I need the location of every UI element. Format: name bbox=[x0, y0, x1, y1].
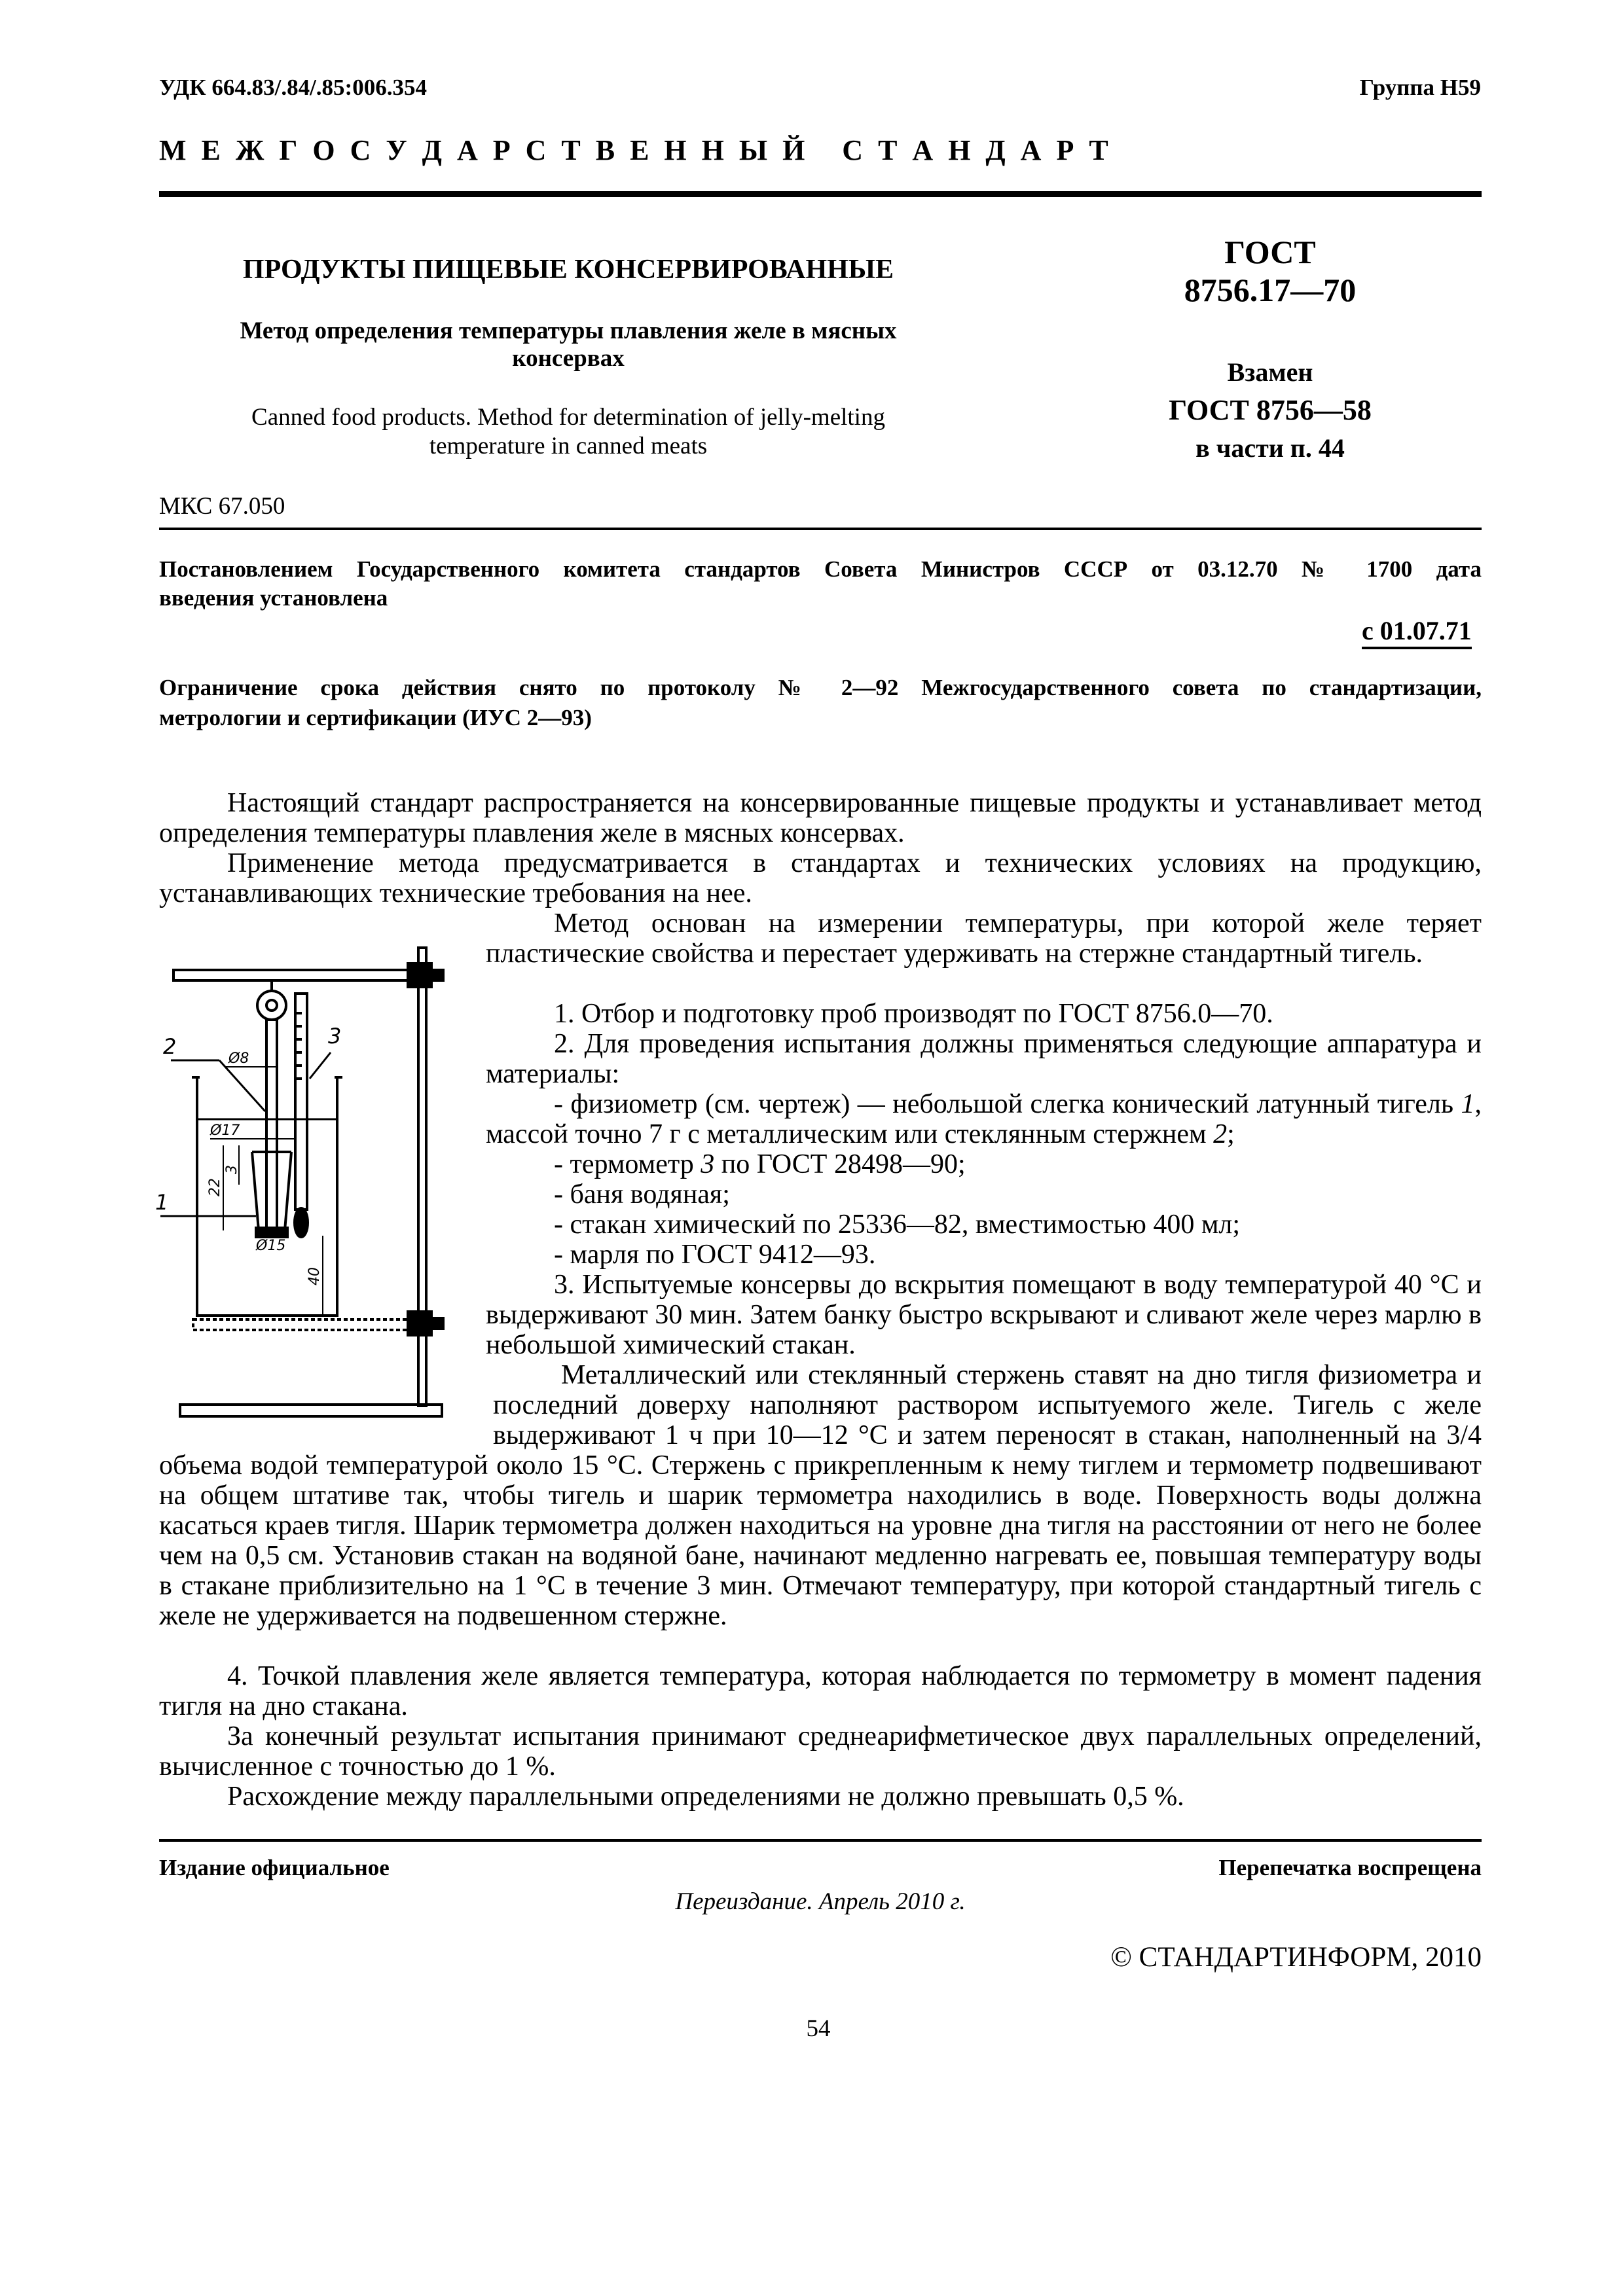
replaces-gost: ГОСТ 8756—58 bbox=[1169, 394, 1372, 426]
clause-1-text: 1. Отбор и подготовку проб производят по ГОСТ 8756.0—70. bbox=[554, 999, 1273, 1029]
item-thermometer bbox=[554, 1149, 966, 1179]
clause-1 bbox=[486, 999, 1482, 1029]
gost-number: 8756.17—70 bbox=[1184, 272, 1357, 308]
stand-pole bbox=[418, 948, 426, 1406]
reissue-note: Переиздание. Апрель 2010 г. bbox=[675, 1888, 966, 1915]
physiometer-drawing bbox=[147, 915, 488, 1422]
paragraph-method bbox=[486, 908, 1482, 969]
english-title-line-2: temperature in canned meats bbox=[429, 433, 708, 459]
stand-base bbox=[180, 1405, 442, 1416]
english-title-line-1: Canned food products. Method for determination of jelly-melting bbox=[251, 404, 885, 431]
document-subtitle bbox=[159, 317, 977, 372]
replaces-label: Взамен bbox=[1227, 357, 1313, 387]
dimension-40: 40 bbox=[306, 1267, 323, 1285]
clause-4 bbox=[159, 1661, 1482, 1721]
dimension-22: 22 bbox=[207, 1178, 223, 1196]
header-rule bbox=[159, 191, 1482, 197]
standard-type-heading: М Е Ж Г О С У Д А Р С Т В Е Н Н Ы Й С Т А Н Д А Р Т bbox=[159, 134, 1112, 166]
bath-platform bbox=[193, 1319, 422, 1330]
item-physiometer-text-a: - физиометр (см. чертеж) — небольшой слегка конический латунный тигель bbox=[554, 1089, 1461, 1119]
item-beaker: - стакан химический по 25336—82, вместимостью 400 мл; bbox=[554, 1210, 1241, 1240]
clause-3 bbox=[486, 1270, 1482, 1360]
item-physiometer-text-c: ; bbox=[1227, 1119, 1235, 1149]
lower-clamp bbox=[408, 1312, 431, 1335]
copyright: © СТАНДАРТИНФОРМ, 2010 bbox=[1110, 1942, 1482, 1973]
official-edition: Издание официальное bbox=[159, 1855, 390, 1880]
item-physiometer-ref-1: 1 bbox=[1461, 1089, 1475, 1119]
group-code: Группа Н59 bbox=[1359, 75, 1481, 100]
label-2: 2 bbox=[163, 1034, 177, 1059]
item-thermometer-text-a: - термометр bbox=[554, 1149, 701, 1179]
udk-code: УДК 664.83/.84/.85:006.354 bbox=[159, 75, 427, 100]
replaces-part: в части п. 44 bbox=[1195, 433, 1345, 463]
paragraph-scope-text: Настоящий стандарт распространяется на консервированные пищевые продукты и устанавливает метод определения температуры плавления желе в мясных консервах. bbox=[159, 788, 1482, 848]
paragraph-tolerance-text: Расхождение между параллельными определениями не должно превышать 0,5 %. bbox=[227, 1782, 1184, 1812]
gost-designation bbox=[1074, 233, 1467, 309]
introduction-date: с 01.07.71 bbox=[1362, 615, 1472, 649]
paragraph-procedure-text: Металлический или стеклянный стержень ставят на дно тигля физиометра и последний доверху наполняют раствором испытуемого желе. Тигель с желе выдерживают 1 ч при 10—12 °С и затем переносят в стакан, наполненный на 3/4 объема водой температурой около 15 °С. Стержень с прикрепленным к нему тиглем и термометр подвешивают на общем штативе так, чтобы тигель и шарик термометра находились в воде. Поверхность воды должна касаться краев тигля. Шарик термометра должен находиться на уровне дна тигля на расстоянии от него не более чем на 0,5 см. Установив стакан на водяной бане, начинают медленно нагревать ее, повышая температуру воды в стакане приблизительно на 1 °С в течение 3 мин. Отмечают температуру, при которой стандартный тигель с желе не удерживается на подвешенном стержне. bbox=[159, 1360, 1482, 1631]
reprint-prohibited: Перепечатка воспрещена bbox=[1218, 1855, 1482, 1880]
clause-2-text: 2. Для проведения испытания должны применяться следующие аппаратура и материалы: bbox=[486, 1029, 1482, 1089]
item-gauze: - марля по ГОСТ 9412—93. bbox=[554, 1240, 876, 1270]
page-number: 54 bbox=[806, 2015, 831, 2042]
item-thermometer-text-b: по ГОСТ 28498—90; bbox=[714, 1149, 966, 1179]
glass-rod bbox=[266, 1020, 277, 1236]
crucible-bottom bbox=[256, 1228, 287, 1237]
lower-clamp-screw bbox=[431, 1318, 443, 1329]
item-physiometer-ref-2: 2 bbox=[1213, 1119, 1228, 1149]
paragraph-application-text: Применение метода предусматривается в стандартах и технических условиях на продукцию, устанавливающих технические требования на нее. bbox=[159, 848, 1482, 908]
replaces-block bbox=[1074, 353, 1467, 467]
document-title: ПРОДУКТЫ ПИЩЕВЫЕ КОНСЕРВИРОВАННЫЕ bbox=[242, 255, 894, 285]
leader-3 bbox=[310, 1052, 331, 1079]
paragraph-method-text: Метод основан на измерении температуры, при которой желе теряет пластические свойства и перестает удерживать на стержне стандартный тигель. bbox=[486, 908, 1482, 969]
paragraph-tolerance bbox=[159, 1782, 1482, 1812]
item-physiometer-text-b: , массой точно 7 г с металлическим или стеклянным стержнем bbox=[486, 1089, 1482, 1149]
top-rod bbox=[173, 970, 422, 980]
decree-line-2: введения установлена bbox=[159, 585, 388, 611]
footer-rule bbox=[159, 1839, 1482, 1842]
label-1: 1 bbox=[155, 1190, 169, 1215]
item-physiometer bbox=[486, 1089, 1482, 1149]
english-title bbox=[159, 403, 977, 461]
paragraph-result-text: За конечный результат испытания принимают среднеарифметическое двух параллельных определений, вычисленное с точностью до 1 %. bbox=[159, 1721, 1482, 1782]
clause-4-text: 4. Точкой плавления желе является температура, которая наблюдается по термометру в момент падения тигля на дно стакана. bbox=[159, 1661, 1482, 1721]
subtitle-line-1: Метод определения температуры плавления желе в мясных bbox=[240, 317, 897, 344]
crucible bbox=[252, 1152, 291, 1230]
limitation-line-2: метрологии и сертификации (ИУС 2—93) bbox=[159, 705, 592, 730]
paragraph-result bbox=[159, 1721, 1482, 1782]
gost-label: ГОСТ bbox=[1224, 234, 1316, 270]
hanger-ring bbox=[257, 991, 286, 1020]
dimension-d8: Ø8 bbox=[228, 1050, 249, 1067]
dimension-d15: Ø15 bbox=[256, 1238, 286, 1254]
subtitle-line-2: консервах bbox=[512, 345, 625, 372]
mks-code: МКС 67.050 bbox=[159, 493, 285, 520]
dimension-3: 3 bbox=[224, 1165, 240, 1174]
thermometer-bulb bbox=[295, 1208, 308, 1237]
label-3: 3 bbox=[328, 1024, 342, 1049]
decree-line-1: Постановлением Государственного комитета стандартов Совета Министров СССР от 03.12.70 № 1700 дата bbox=[159, 556, 1482, 582]
paragraph-application bbox=[159, 848, 1482, 908]
top-clamp-screw bbox=[431, 970, 443, 980]
item-water-bath: - баня водяная; bbox=[554, 1179, 730, 1210]
limitation-line-1: Ограничение срока действия снято по протоколу № 2—92 Межгосударственного совета по стандартизации, bbox=[159, 675, 1482, 700]
clause-3-text: 3. Испытуемые консервы до вскрытия помещают в воду температурой 40 °С и выдерживают 30 мин. Затем банку быстро вскрывают и сливают желе через марлю в небольшой химический стакан. bbox=[486, 1270, 1482, 1360]
item-thermometer-ref-3: 3 bbox=[701, 1149, 715, 1179]
clause-2 bbox=[486, 1029, 1482, 1089]
paragraph-scope bbox=[159, 788, 1482, 848]
dimension-d17: Ø17 bbox=[210, 1122, 240, 1139]
title-rule bbox=[159, 528, 1482, 530]
